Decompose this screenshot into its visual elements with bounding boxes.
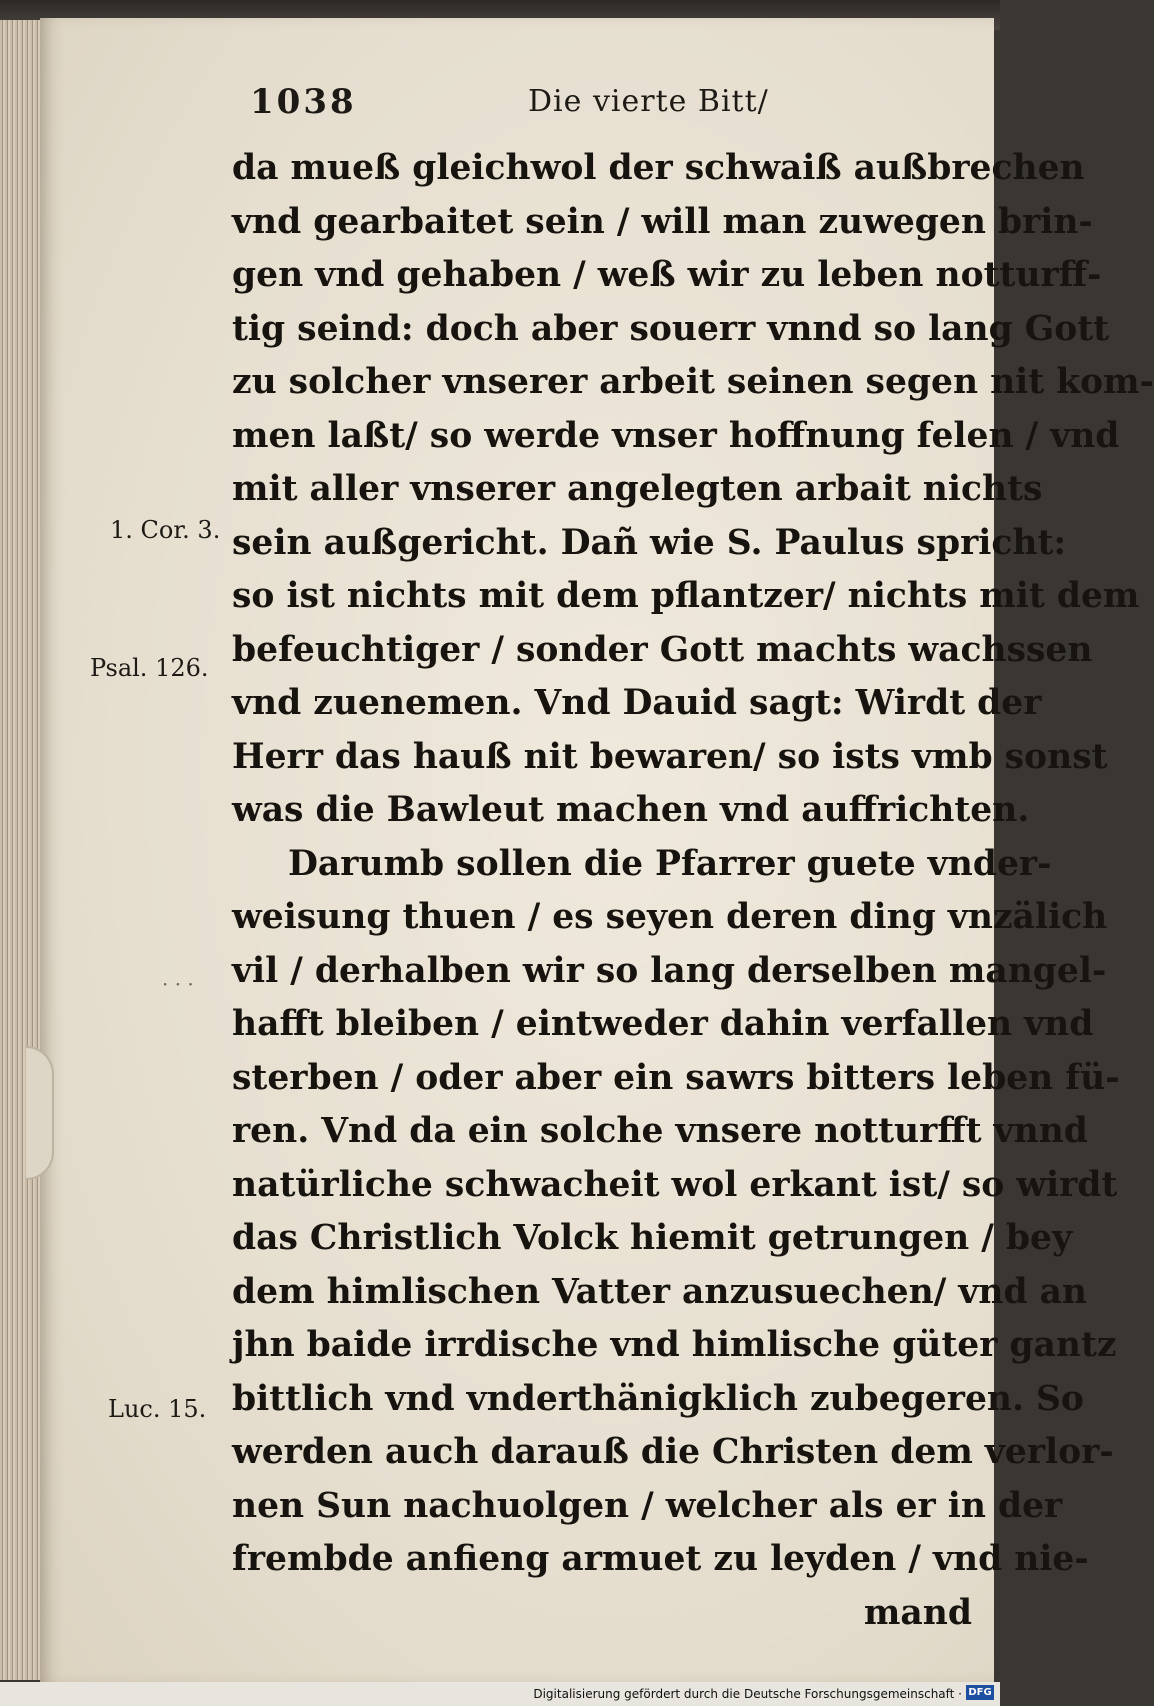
text-line: vnd zuenemen. Vnd Dauid sagt: Wirdt der xyxy=(232,683,1042,723)
text-line: so ist nichts mit dem pflantzer/ nichts mit dem xyxy=(232,576,1140,616)
text-line: werden auch darauß die Christen dem verlor- xyxy=(232,1432,1114,1472)
text-line: vnd gearbaitet sein / will man zuwegen brin- xyxy=(232,201,1093,242)
book-clasp xyxy=(26,1046,54,1180)
text-line: jhn baide irrdische vnd himlische güter gantz xyxy=(232,1325,1117,1365)
text-line: zu solcher vnserer arbeit seinen segen nit kom- xyxy=(232,362,1154,402)
text-line: Darumb sollen die Pfarrer guete vnder- xyxy=(288,843,1052,884)
catchword: mand xyxy=(863,1592,972,1633)
text-line: bittlich vnd vnderthänigklich zubegeren. So xyxy=(232,1378,1084,1419)
margin-note-psal: Psal. 126. xyxy=(90,654,209,682)
dfg-logo: DFG xyxy=(966,1685,994,1700)
text-line: men laßt/ so werde vnser hoffnung felen / vnd xyxy=(232,415,1120,456)
text-line: hafft bleiben / eintweder dahin verfallen vnd xyxy=(232,1004,1094,1044)
text-line: vil / derhalben wir so lang derselben mangel- xyxy=(232,950,1107,991)
text-line: weisung thuen / es seyen deren ding vnzälich xyxy=(232,897,1108,937)
text-line: gen vnd gehaben / weß wir zu leben notturff- xyxy=(232,255,1102,295)
text-line: tig seind: doch aber souerr vnnd so lang Gott xyxy=(232,308,1110,349)
text-line: mit aller vnserer angelegten arbait nichts xyxy=(232,469,1043,509)
text-line: befeuchtiger / sonder Gott machts wachssen xyxy=(232,629,1093,670)
text-line: was die Bawleut machen vnd auffrichten. xyxy=(232,790,1030,830)
text-line: da mueß gleichwol der schwaiß außbrechen xyxy=(232,148,1085,188)
margin-note-cor: 1. Cor. 3. xyxy=(110,516,221,544)
text-line: sterben / oder aber ein sawrs bitters leben fü- xyxy=(232,1057,1120,1098)
text-line: frembde anfieng armuet zu leyden / vnd nie- xyxy=(232,1539,1089,1579)
text-line: natürliche schwacheit wol erkant ist/ so wirdt xyxy=(232,1164,1118,1205)
text-line: sein außgericht. Dañ wie S. Paulus spricht: xyxy=(232,522,1067,563)
running-head: Die vierte Bitt/ xyxy=(528,84,769,119)
text-line: das Christlich Volck hiemit getrungen / bey xyxy=(232,1218,1072,1258)
page-number: 1038 xyxy=(250,82,357,122)
digitization-credit: Digitalisierung gefördert durch die Deutsche Forschungsgemeinschaft · xyxy=(533,1687,962,1701)
text-line: dem himlischen Vatter anzusuechen/ vnd an xyxy=(232,1271,1088,1312)
margin-note-luc: Luc. 15. xyxy=(108,1395,207,1423)
text-line: nen Sun nachuolgen / welcher als er in der xyxy=(232,1485,1063,1526)
margin-mark: · · · xyxy=(162,972,194,996)
text-line: Herr das hauß nit bewaren/ so ists vmb sonst xyxy=(232,736,1108,777)
body-text xyxy=(232,142,1154,1640)
text-line: ren. Vnd da ein solche vnsere notturfft vnnd xyxy=(232,1111,1088,1151)
